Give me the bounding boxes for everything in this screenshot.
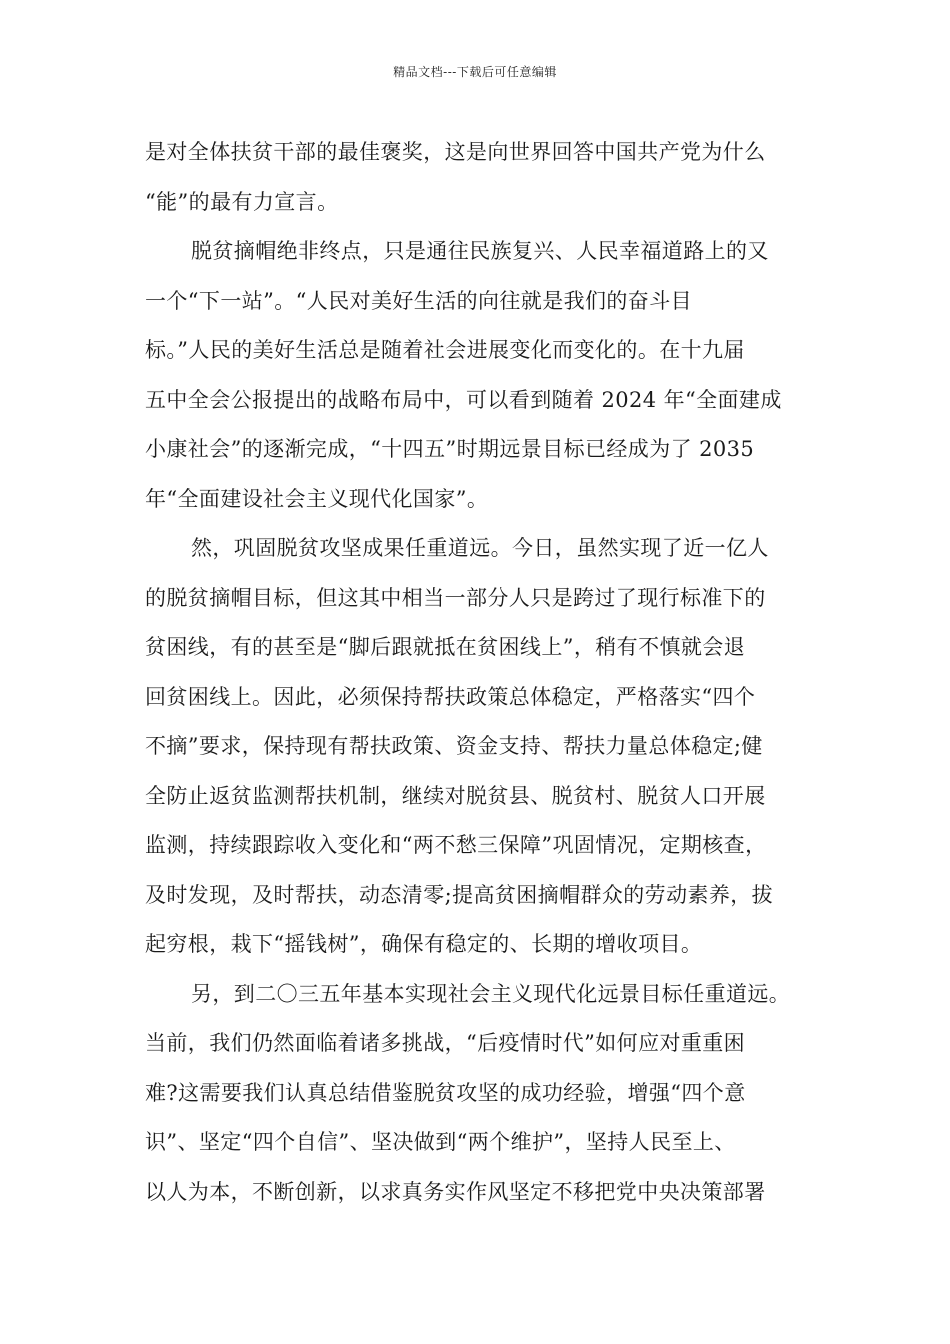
text-line: 起穷根，栽下“摇钱树”，确保有稳定的、长期的增收项目。 bbox=[145, 932, 703, 956]
paragraph bbox=[145, 970, 831, 1218]
text-line: 是对全体扶贫干部的最佳褒奖，这是向世界回答中国共产党为什么 bbox=[145, 140, 766, 164]
paragraph bbox=[145, 524, 831, 970]
text-line: 然，巩固脱贫攻坚成果任重道远。今日，虽然实现了近一亿人 bbox=[191, 536, 769, 560]
text-line: 的脱贫摘帽目标，但这其中相当一部分人只是跨过了现行标准下的 bbox=[145, 585, 766, 610]
text-line: 标。”人民的美好生活总是随着社会进展变化而变化的。在十九届 bbox=[145, 338, 745, 362]
text-line: 回贫困线上。因此，必须保持帮扶政策总体稳定，严格落实“四个 bbox=[145, 684, 756, 709]
text-line: “能”的最有力宣言。 bbox=[145, 189, 339, 214]
text-line: 全防止返贫监测帮扶机制，继续对脱贫县、脱贫村、脱贫人口开展 bbox=[145, 783, 766, 808]
text-line: 当前，我们仍然面临着诸多挑战，“后疫情时代”如何应对重重困 bbox=[145, 1031, 746, 1055]
text-line: 一个“下一站”。“人民对美好生活的向往就是我们的奋斗目 bbox=[145, 288, 693, 313]
text-line: 难?这需要我们认真总结借鉴脱贫攻坚的成功经验，增强“四个意 bbox=[145, 1080, 746, 1105]
paragraph bbox=[145, 128, 831, 227]
paragraph bbox=[145, 227, 831, 524]
text-line: 贫困线，有的甚至是“脚后跟就抵在贫困线上”，稍有不慎就会退 bbox=[145, 635, 746, 659]
text-line: 识”、坚定“四个自信”、坚决做到“两个维护”，坚持人民至上、 bbox=[145, 1130, 736, 1154]
text-line: 脱贫摘帽绝非终点，只是通往民族复兴、人民幸福道路上的又 bbox=[191, 239, 769, 263]
page-header: 精品文档---下载后可任意编辑 bbox=[393, 65, 557, 79]
text-line: 另，到二〇三五年基本实现社会主义现代化远景目标任重道远。 bbox=[191, 981, 791, 1006]
text-line: 及时发现，及时帮扶，动态清零;提高贫困摘帽群众的劳动素养，拔 bbox=[145, 882, 774, 907]
text-line: 年“全面建设社会主义现代化国家”。 bbox=[145, 486, 489, 511]
text-line: 监测，持续跟踪收入变化和“两不愁三保障”巩固情况，定期核查， bbox=[145, 833, 767, 857]
document-body bbox=[145, 128, 831, 1217]
text-line: 小康社会”的逐渐完成，“十四五”时期远景目标已经成为了 2035 bbox=[145, 437, 755, 461]
text-line: 不摘”要求，保持现有帮扶政策、资金支持、帮扶力量总体稳定;健 bbox=[145, 734, 763, 758]
text-line: 五中全会公报提出的战略布局中，可以看到随着 2024 年“全面建成 bbox=[145, 387, 782, 412]
text-line: 以人为本，不断创新，以求真务实作风坚定不移把党中央决策部署 bbox=[145, 1179, 766, 1204]
